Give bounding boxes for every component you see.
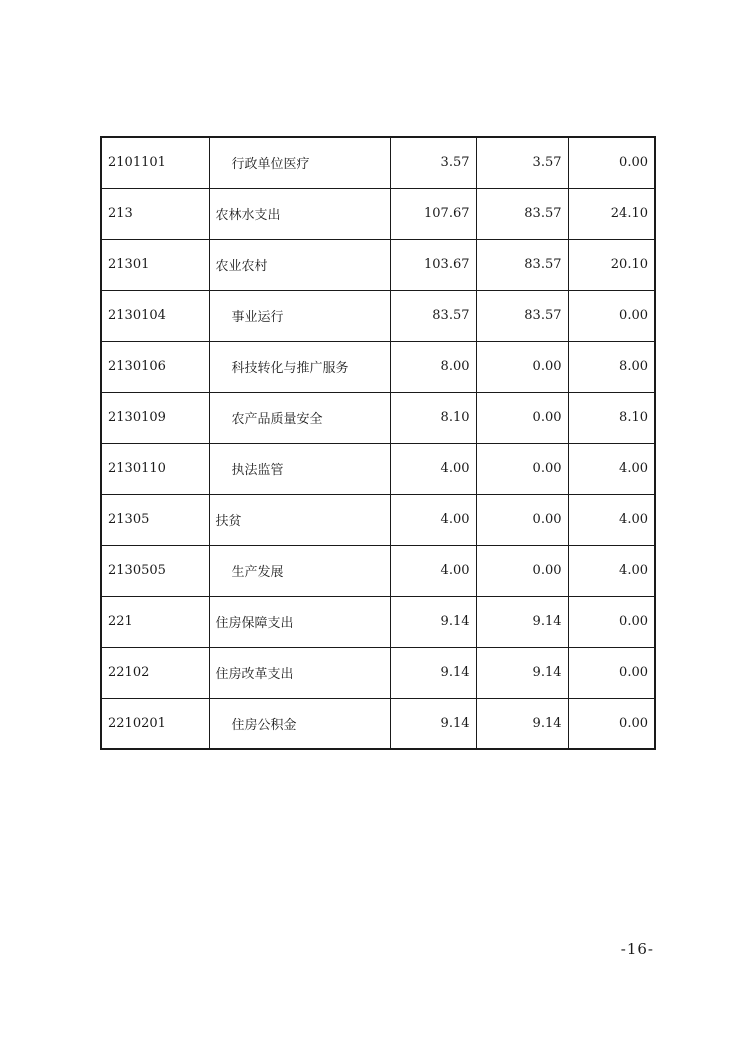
cell-total: 3.57 (390, 137, 476, 188)
cell-project: 0.00 (568, 698, 655, 749)
table-row (101, 596, 655, 647)
cell-project: 24.10 (568, 188, 655, 239)
cell-name: 住房保障支出 (209, 596, 390, 647)
cell-code: 213 (101, 188, 209, 239)
budget-table-body (101, 137, 655, 749)
cell-basic: 9.14 (476, 596, 568, 647)
cell-code: 2130104 (101, 290, 209, 341)
cell-code: 2101101 (101, 137, 209, 188)
cell-name: 执法监管 (209, 443, 390, 494)
cell-name: 农业农村 (209, 239, 390, 290)
cell-total: 9.14 (390, 647, 476, 698)
cell-code: 22102 (101, 647, 209, 698)
cell-code: 2130109 (101, 392, 209, 443)
budget-table (100, 136, 656, 750)
cell-name: 农林水支出 (209, 188, 390, 239)
cell-total: 83.57 (390, 290, 476, 341)
cell-name: 科技转化与推广服务 (209, 341, 390, 392)
page-number: -16- (620, 940, 654, 958)
cell-project: 4.00 (568, 545, 655, 596)
cell-name: 行政单位医疗 (209, 137, 390, 188)
cell-name: 事业运行 (209, 290, 390, 341)
cell-total: 9.14 (390, 596, 476, 647)
table-row (101, 341, 655, 392)
cell-total: 103.67 (390, 239, 476, 290)
table-row (101, 443, 655, 494)
cell-basic: 83.57 (476, 290, 568, 341)
cell-basic: 0.00 (476, 341, 568, 392)
cell-project: 0.00 (568, 290, 655, 341)
cell-code: 21301 (101, 239, 209, 290)
cell-total: 4.00 (390, 443, 476, 494)
cell-code: 21305 (101, 494, 209, 545)
table-row (101, 188, 655, 239)
cell-name: 住房公积金 (209, 698, 390, 749)
cell-project: 8.10 (568, 392, 655, 443)
table-row (101, 290, 655, 341)
cell-project: 0.00 (568, 596, 655, 647)
cell-basic: 0.00 (476, 443, 568, 494)
table-row (101, 647, 655, 698)
cell-total: 107.67 (390, 188, 476, 239)
cell-project: 0.00 (568, 137, 655, 188)
cell-basic: 83.57 (476, 239, 568, 290)
cell-name: 生产发展 (209, 545, 390, 596)
cell-basic: 83.57 (476, 188, 568, 239)
cell-project: 4.00 (568, 494, 655, 545)
cell-basic: 9.14 (476, 647, 568, 698)
cell-code: 2130110 (101, 443, 209, 494)
cell-total: 8.10 (390, 392, 476, 443)
cell-total: 8.00 (390, 341, 476, 392)
cell-code: 2210201 (101, 698, 209, 749)
cell-basic: 0.00 (476, 494, 568, 545)
cell-basic: 9.14 (476, 698, 568, 749)
cell-code: 221 (101, 596, 209, 647)
cell-name: 住房改革支出 (209, 647, 390, 698)
cell-total: 9.14 (390, 698, 476, 749)
cell-project: 20.10 (568, 239, 655, 290)
cell-project: 0.00 (568, 647, 655, 698)
table-row (101, 392, 655, 443)
cell-basic: 0.00 (476, 545, 568, 596)
table-row (101, 698, 655, 749)
cell-project: 8.00 (568, 341, 655, 392)
cell-project: 4.00 (568, 443, 655, 494)
cell-total: 4.00 (390, 494, 476, 545)
table-row (101, 137, 655, 188)
cell-code: 2130106 (101, 341, 209, 392)
cell-basic: 0.00 (476, 392, 568, 443)
table-row (101, 545, 655, 596)
cell-code: 2130505 (101, 545, 209, 596)
cell-name: 农产品质量安全 (209, 392, 390, 443)
cell-total: 4.00 (390, 545, 476, 596)
cell-basic: 3.57 (476, 137, 568, 188)
table-row (101, 239, 655, 290)
cell-name: 扶贫 (209, 494, 390, 545)
table-row (101, 494, 655, 545)
